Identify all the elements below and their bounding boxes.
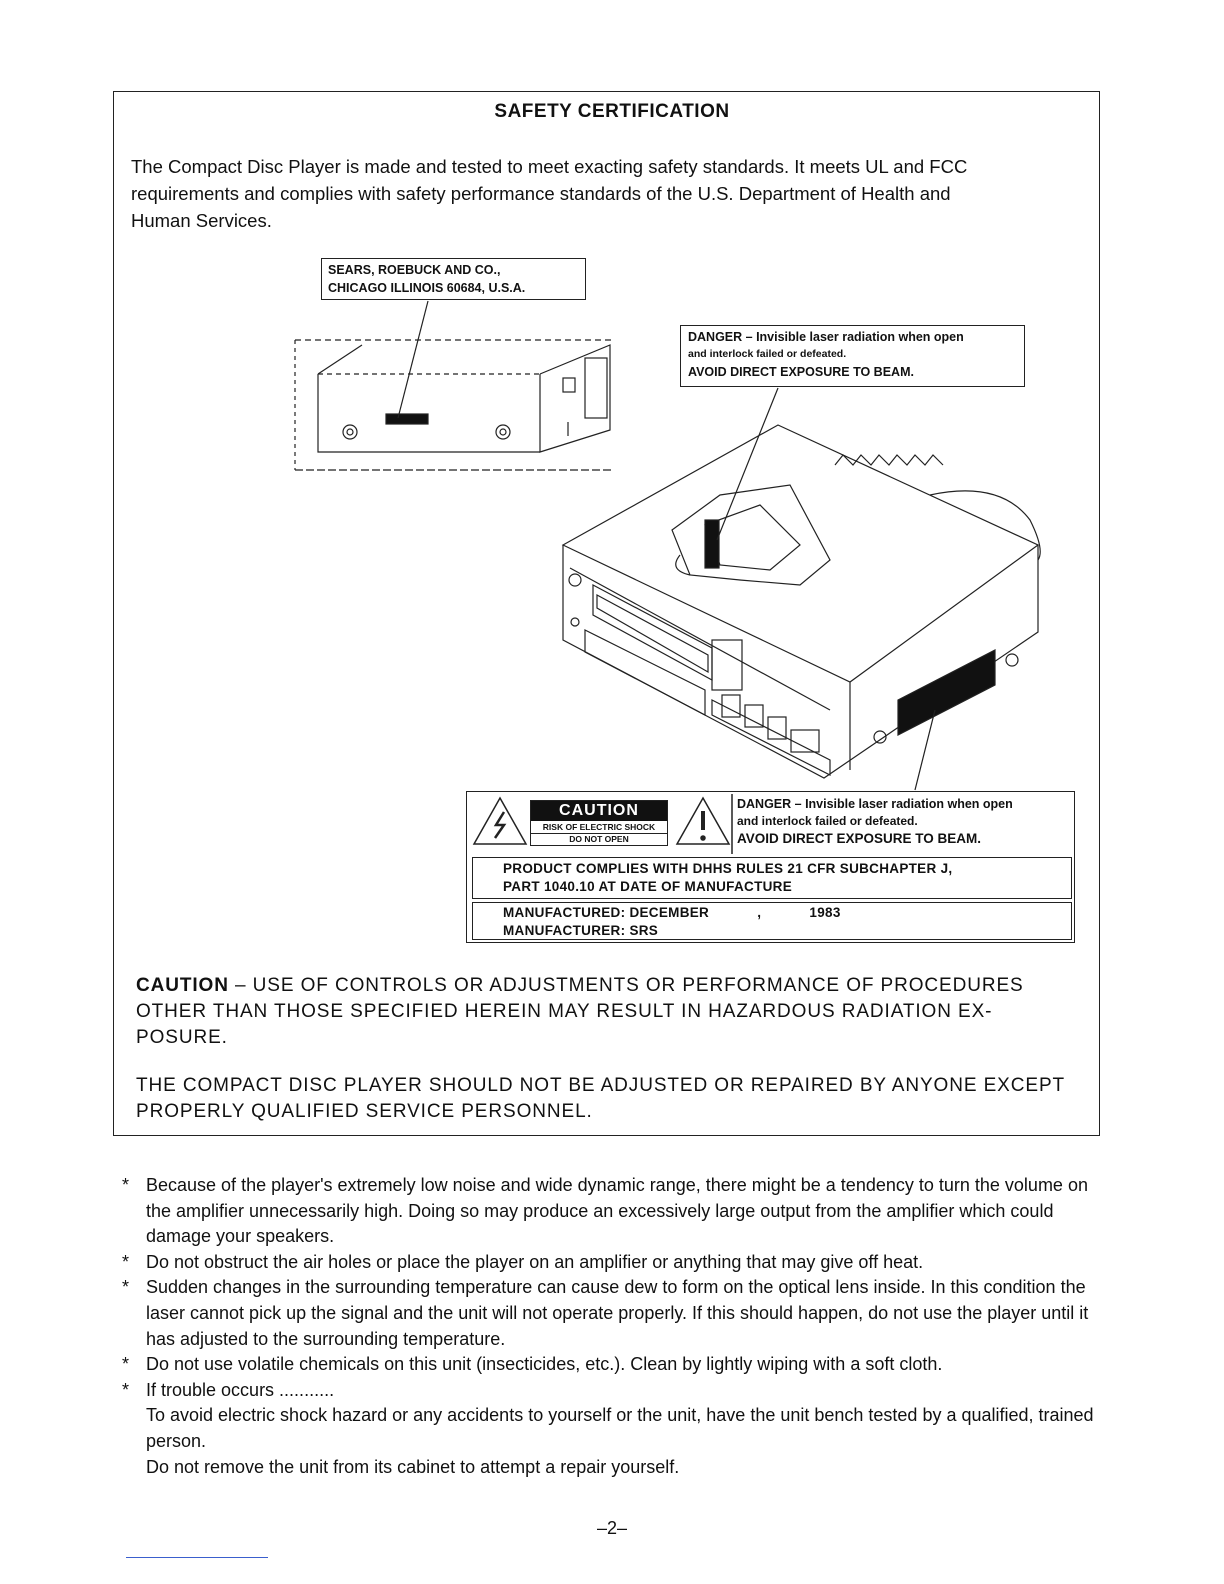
caution-badge-title: CAUTION: [531, 801, 667, 821]
danger-label-line: and interlock failed or defeated.: [737, 814, 918, 828]
list-item-text: Because of the player's extremely low noise and wide dynamic range, there might be a tendency to turn the volume on the amplifier unnecessarily high. Doing so may produce an excessively large output from the amplifier which could damage your speakers.: [146, 1175, 1088, 1247]
manufactured-label: MANUFACTURED: DECEMBER: [503, 905, 710, 920]
intro-line: requirements and complies with safety performance standards of the U.S. Department of Health and: [131, 183, 951, 204]
top-laser-label-marker: [705, 520, 719, 568]
list-item: * Because of the player's extremely low noise and wide dynamic range, there might be a tendency to turn the volume on the amplifier unnecessarily high. Doing so may produce an excessively large output from the amplifier which could damage your speakers.: [122, 1175, 1088, 1247]
caution-danger-text: [737, 796, 1072, 848]
danger-label-line: DANGER – Invisible laser radiation when open: [737, 797, 1013, 811]
sears-label: [321, 258, 586, 300]
compliance-line: PART 1040.10 AT DATE OF MANUFACTURE: [503, 879, 793, 894]
compliance-statement: [472, 857, 1072, 899]
caution-badge-subtitle: RISK OF ELECTRIC SHOCK: [542, 822, 656, 832]
manufactured-year: 1983: [809, 905, 841, 920]
list-item: * Sudden changes in the surrounding temperature can cause dew to form on the optical lens inside. In this condition the laser cannot pick up the signal and the unit will not operate properly. If this should happen, do not use the player until it has adjusted to the surrounding temperature.: [122, 1277, 1089, 1349]
caution-body: – USE OF CONTROLS OR ADJUSTMENTS OR PERFORMANCE OF PROCEDURES OTHER THAN THOSE SPECIFIED HEREIN MAY RESULT IN HAZARDOUS RADIATION EX- POSURE.: [136, 975, 1024, 1048]
list-item: * Do not use volatile chemicals on this unit (insecticides, etc.). Clean by lightly wiping with a soft cloth.: [122, 1354, 943, 1375]
list-item-text: Do not obstruct the air holes or place the player on an amplifier or anything that may give off heat.: [146, 1251, 924, 1272]
caution-badge-subtitle: DO NOT OPEN: [531, 833, 667, 845]
trouble-instruction: Do not remove the unit from its cabinet to attempt a repair yourself.: [146, 1456, 680, 1477]
danger-label-line: AVOID DIRECT EXPOSURE TO BEAM.: [737, 831, 982, 846]
player-body: [563, 425, 1040, 778]
footer-rule: [126, 1557, 268, 1558]
compliance-line: PRODUCT COMPLIES WITH DHHS RULES 21 CFR SUBCHAPTER J,: [503, 861, 953, 876]
page-number: –2–: [596, 1518, 628, 1538]
certification-title: SAFETY CERTIFICATION: [494, 101, 730, 122]
manufacturer-line: MANUFACTURER: SRS: [503, 923, 659, 938]
manufacture-info: [472, 902, 1072, 940]
list-item-text: If trouble occurs ...........: [146, 1379, 335, 1400]
manufactured-line: [503, 904, 1071, 922]
list-item: * Do not obstruct the air holes or place the player on an amplifier or anything that may give off heat.: [122, 1251, 924, 1272]
intro-line: The Compact Disc Player is made and tested to meet exacting safety standards. It meets UL and FCC: [131, 156, 968, 177]
list-item-text: Sudden changes in the surrounding temperature can cause dew to form on the optical lens inside. In this condition the laser cannot pick up the signal and the unit will not operate properly. If this should happen, do not use the player until it has adjusted to the surrounding temperature.: [146, 1277, 1089, 1349]
caution-paragraph: [136, 973, 1086, 1051]
intro-line: Human Services.: [131, 210, 272, 231]
trouble-instruction: To avoid electric shock hazard or any accidents to yourself or the unit, have the unit bench tested by a qualified, trained person.: [146, 1405, 1094, 1451]
sears-label-line: SEARS, ROEBUCK AND CO.,: [328, 263, 501, 277]
danger-label: [680, 325, 1025, 387]
side-label-marker: [898, 650, 995, 735]
shock-warning-icon: [474, 798, 526, 844]
caution-prefix: CAUTION: [136, 975, 229, 996]
danger-label-line: DANGER – Invisible laser radiation when open: [688, 330, 964, 344]
list-item: * If trouble occurs ...........: [122, 1379, 335, 1400]
sears-label-line: CHICAGO ILLINOIS 60684, U.S.A.: [328, 281, 526, 295]
danger-label-line: and interlock failed or defeated.: [688, 348, 847, 360]
rear-panel-drawing: [295, 340, 612, 470]
rear-label-marker: [386, 414, 428, 424]
service-paragraph: THE COMPACT DISC PLAYER SHOULD NOT BE ADJUSTED OR REPAIRED BY ANYONE EXCEPT PROPERLY QUALIFIED SERVICE PERSONNEL.: [136, 1075, 1065, 1122]
manufactured-separator: ,: [757, 905, 762, 920]
precautions-list: [122, 1173, 1102, 1480]
caution-badge: [530, 800, 668, 846]
list-item-text: Do not use volatile chemicals on this unit (insecticides, etc.). Clean by lightly wiping with a soft cloth.: [146, 1354, 943, 1375]
danger-label-line: AVOID DIRECT EXPOSURE TO BEAM.: [688, 365, 914, 379]
